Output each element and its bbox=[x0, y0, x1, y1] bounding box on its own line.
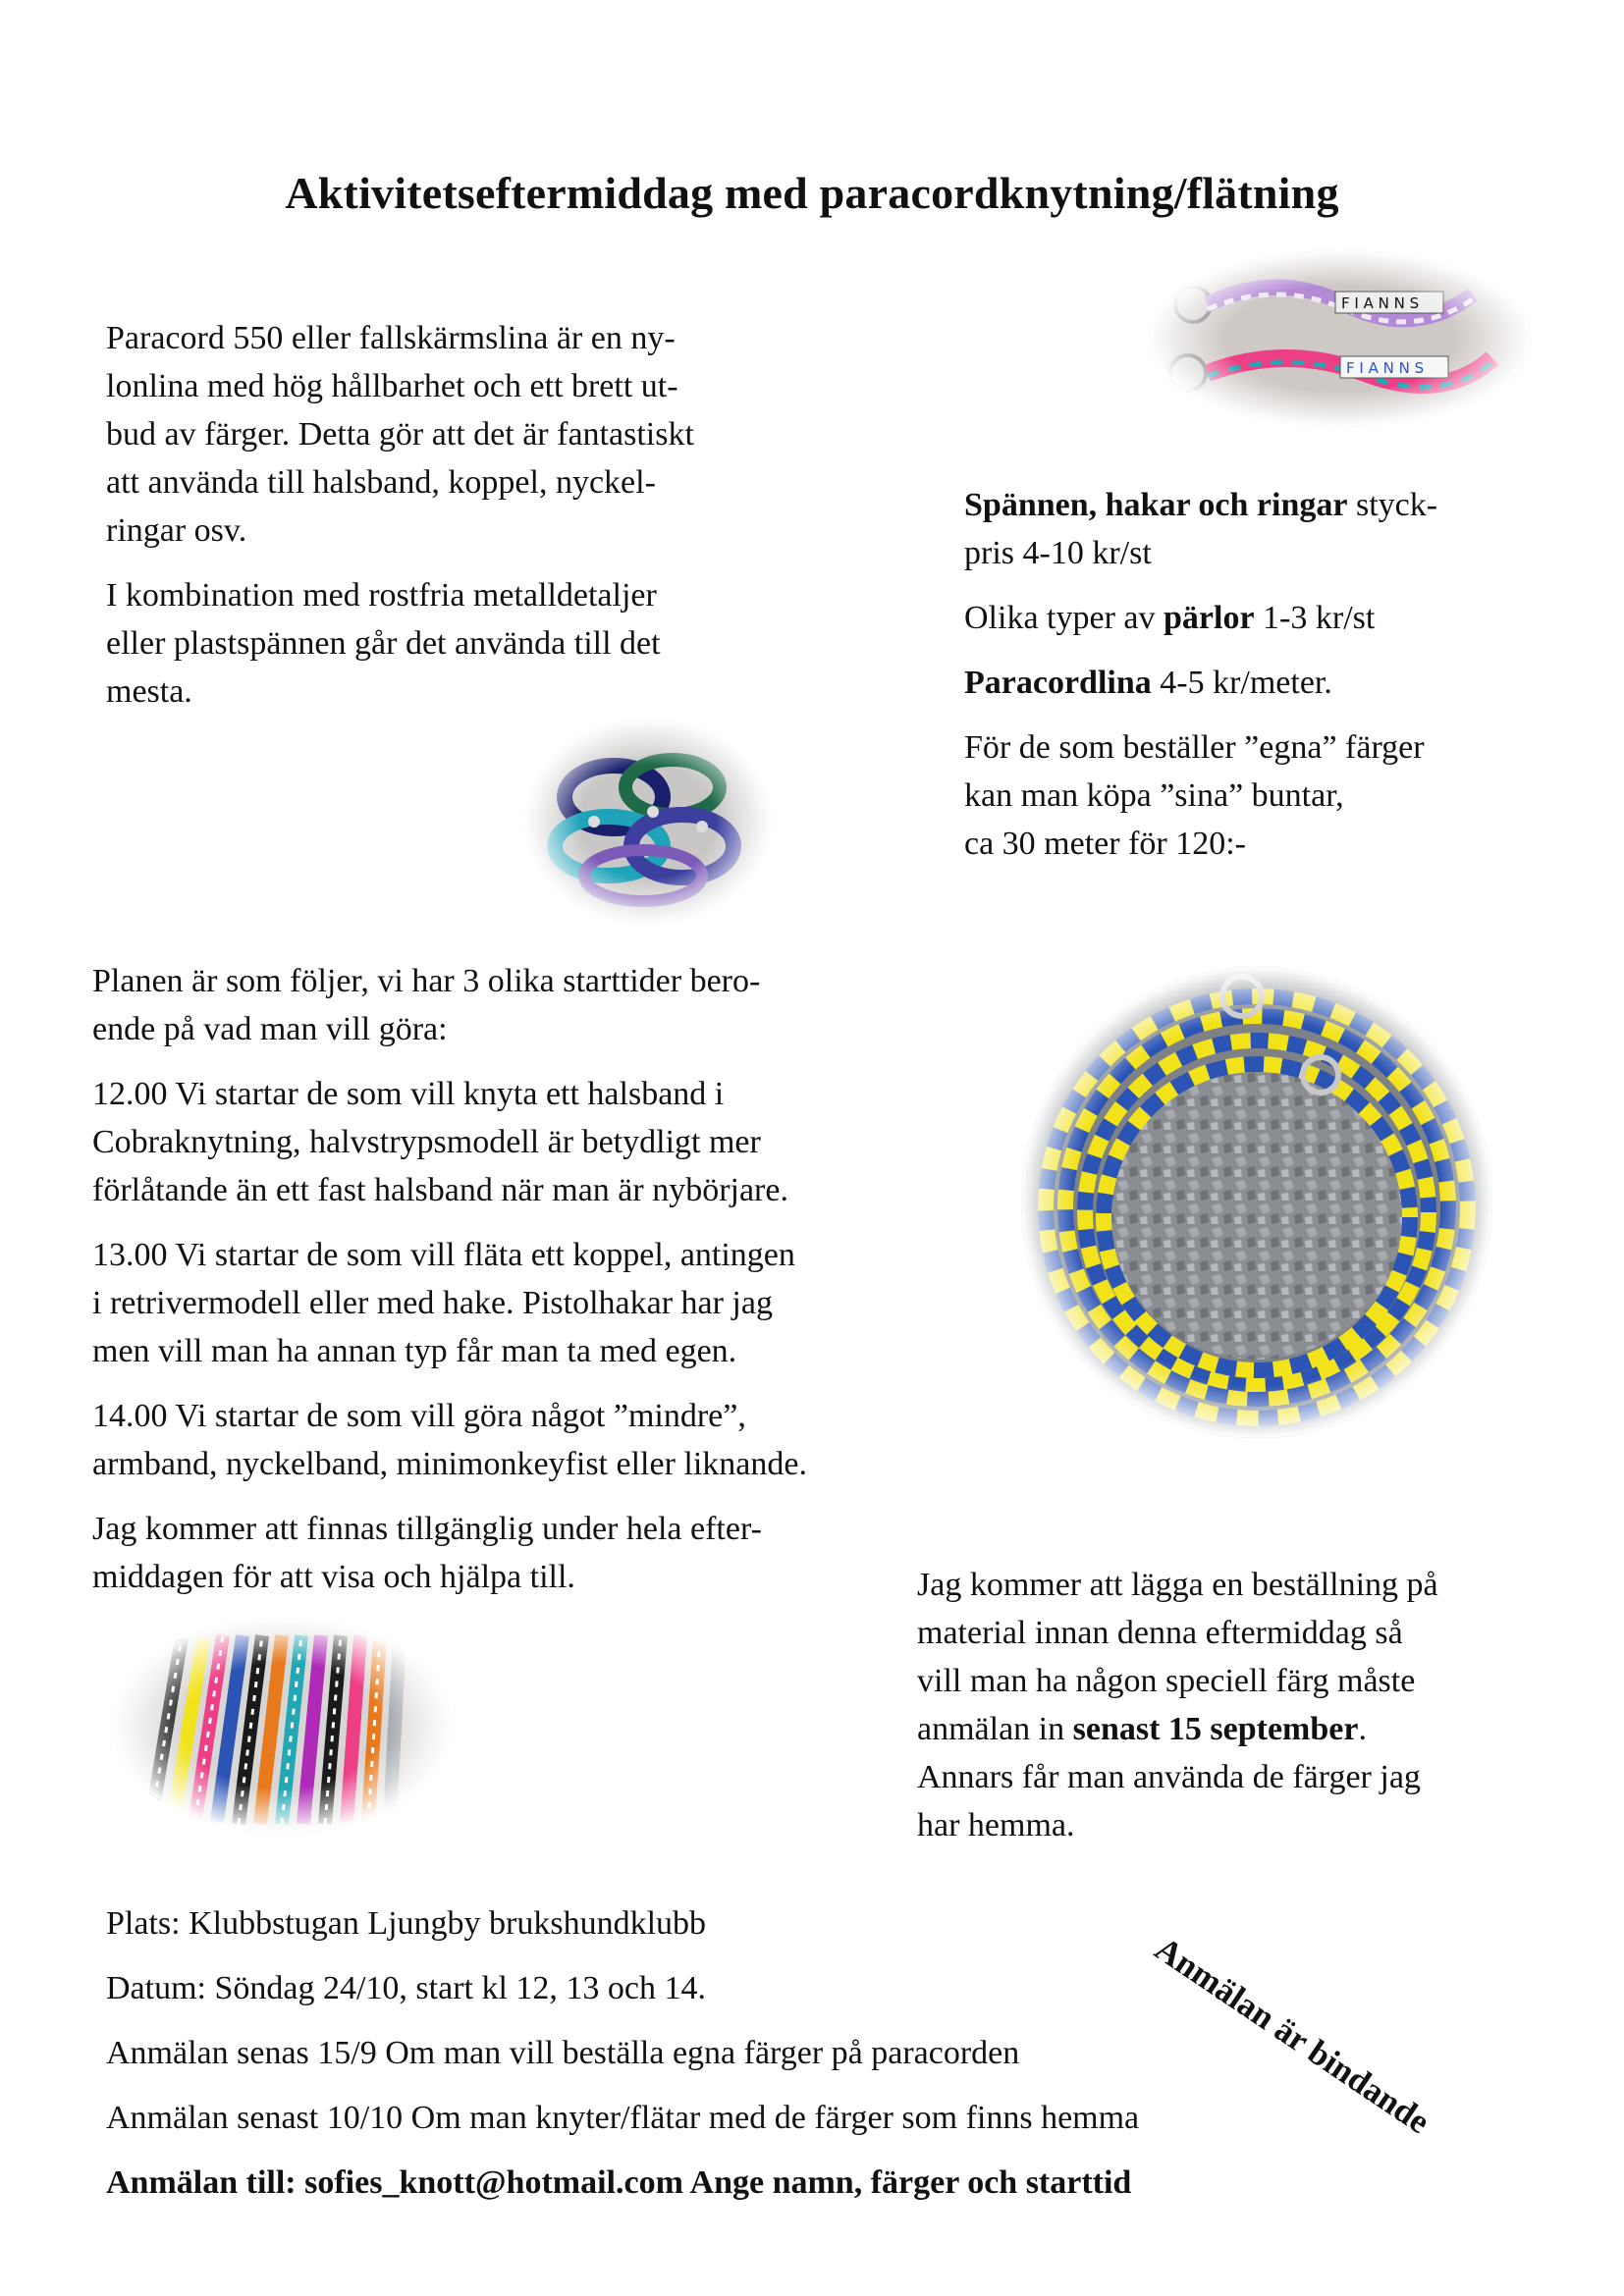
leash-coil-photo bbox=[1021, 967, 1492, 1438]
bracelets-photo bbox=[525, 719, 771, 925]
plan-12: 12.00 Vi startar de som vill knyta ett halsband i Cobraknytning, halvstrypsmodell är betydligt mer förlåtande än ett fast halsband när man är nybörjare. bbox=[92, 1076, 788, 1208]
date: Datum: Söndag 24/10, start kl 12, 13 och 14. bbox=[106, 1970, 707, 2006]
order-paragraph: Jag kommer att lägga en beställning på material innan denna eftermiddag så vill man ha någon speciell färg måste anmälan in senast 15 september. Annars får man använda de färger jag har hemma. bbox=[917, 1567, 1438, 1843]
registration-contact: Anmälan till: sofies_knott@hotmail.com Ange namn, färger och starttid bbox=[106, 2164, 1132, 2201]
plan-14: 14.00 Vi startar de som vill göra något ”mindre”, armband, nyckelband, minimonkeyfist eller liknande. bbox=[92, 1398, 807, 1482]
intro-paragraph-2: I kombination med rostfria metalldetaljer eller plastspännen går det använda till det mesta. bbox=[106, 577, 661, 710]
price-beads: Olika typer av pärlor 1-3 kr/st bbox=[964, 600, 1376, 636]
page-title: Aktivitetseftermiddag med paracordknytning/flätning bbox=[285, 168, 1339, 218]
collars-photo bbox=[113, 1618, 452, 1834]
binding-notice: Anmälan är bindande bbox=[1148, 1929, 1437, 2142]
venue: Plats: Klubbstugan Ljungby brukshundklubb bbox=[106, 1905, 707, 1942]
order-deadline: senast 15 september bbox=[1072, 1711, 1359, 1747]
order-text bbox=[917, 1561, 1545, 1866]
price-bundles: För de som beställer ”egna” färger kan man köpa ”sina” buntar, ca 30 meter för 120:- bbox=[964, 729, 1425, 862]
plan-13: 13.00 Vi startar de som vill fläta ett koppel, antingen i retrivermodell eller med hake. Pistolhakar har jag men vill man ha annan typ får man ta med egen. bbox=[92, 1237, 795, 1369]
plan-intro: Planen är som följer, vi har 3 olika starttider bero- ende på vad man vill göra: bbox=[92, 963, 761, 1047]
plan-available: Jag kommer att finnas tillgänglig under hela efter- middagen för att visa och hjälpa till. bbox=[92, 1511, 762, 1595]
intro-text bbox=[106, 314, 813, 732]
intro-paragraph-1: Paracord 550 eller fallskärmslina är en ny- lonlina med hög hållbarhet och ett brett ut- bud av färger. Detta gör att det är fantastiskt att använda till halsband, koppel, nyckel- ringar osv. bbox=[106, 320, 694, 549]
deadline-home-colors: Anmälan senast 10/10 Om man knyter/flätar med de färger som finns hemma bbox=[106, 2100, 1140, 2136]
deadline-custom-colors: Anmälan senas 15/9 Om man vill beställa egna färger på paracorden bbox=[106, 2035, 1020, 2071]
prices-text bbox=[964, 481, 1553, 884]
price-cord: Paracordlina 4-5 kr/meter. bbox=[964, 665, 1332, 701]
keychains-photo bbox=[1149, 250, 1532, 427]
plan-text bbox=[92, 957, 956, 1618]
price-clasps: Spännen, hakar och ringar styck- pris 4-10 kr/st bbox=[964, 487, 1438, 571]
